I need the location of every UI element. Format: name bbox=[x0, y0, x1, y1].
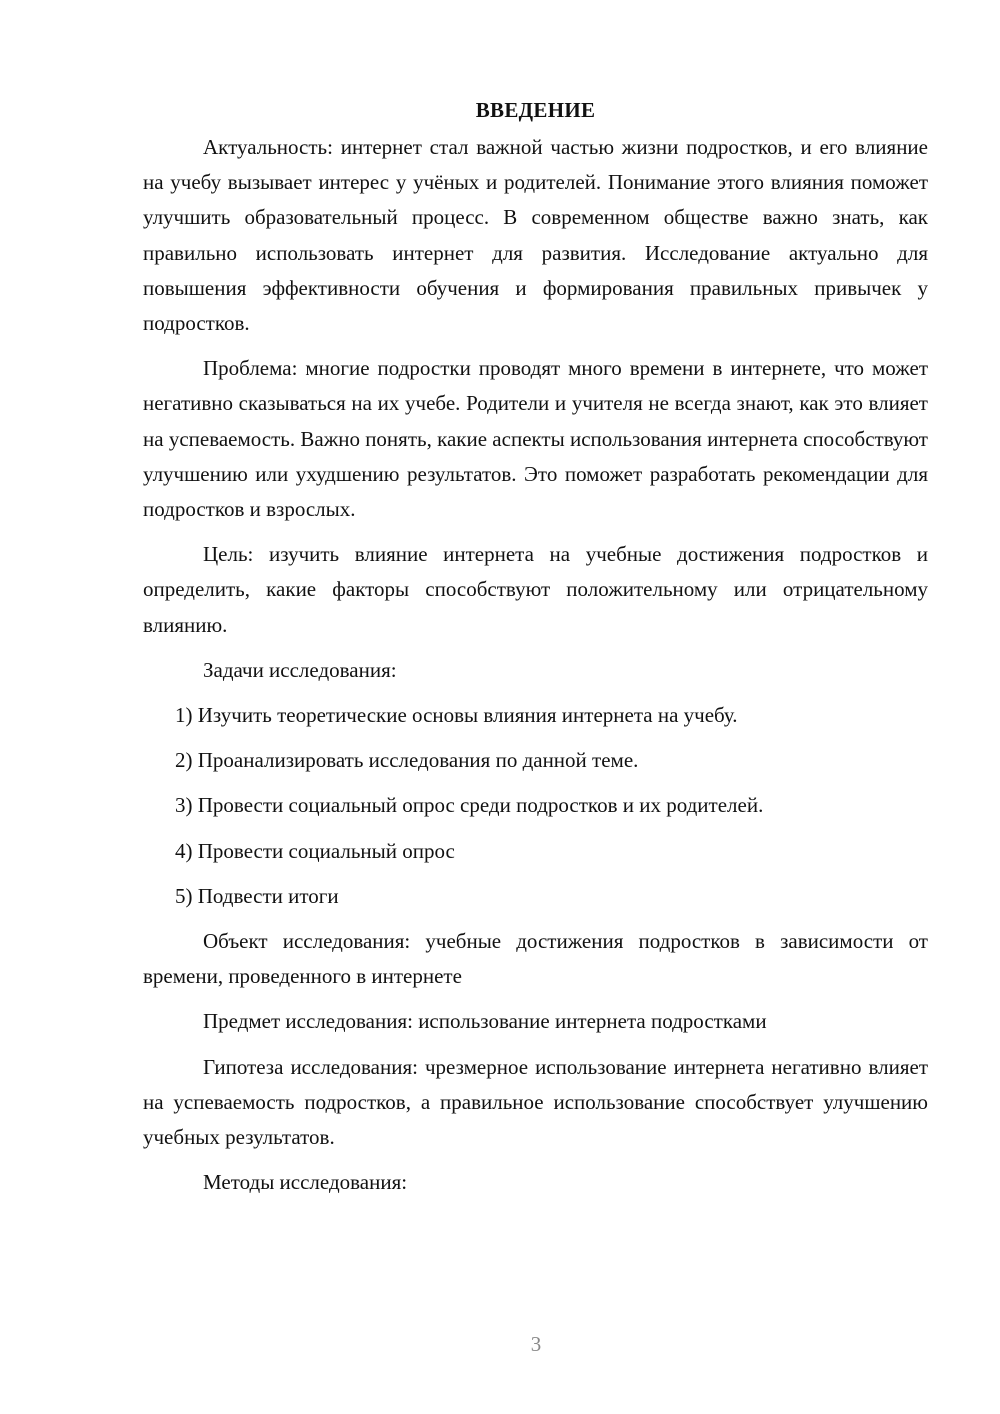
methods-heading: Методы исследования: bbox=[203, 1170, 408, 1195]
document-page bbox=[143, 92, 928, 1210]
task-item: 2) Проанализировать исследования по данной теме. bbox=[175, 748, 639, 773]
subject-paragraph: Предмет исследования: использование интернета подростками bbox=[203, 1009, 767, 1034]
section-heading: ВВЕДЕНИЕ bbox=[475, 98, 596, 122]
goal-paragraph: Цель: изучить влияние интернета на учебные достижения подростков и определить, какие факторы способствуют положительному или отрицательному влиянию. bbox=[143, 542, 928, 637]
hypothesis-paragraph: Гипотеза исследования: чрезмерное использование интернета негативно влияет на успеваемость подростков, а правильное использование способствует улучшению учебных результатов. bbox=[143, 1054, 928, 1150]
tasks-heading: Задачи исследования: bbox=[203, 657, 397, 682]
task-item: 4) Провести социальный опрос bbox=[175, 838, 455, 863]
object-paragraph: Объект исследования: учебные достижения подростков в зависимости от времени, проведенного в интернете bbox=[143, 929, 928, 989]
problem-paragraph: Проблема: многие подростки проводят много времени в интернете, что может негативно сказываться на их учебе. Родители и учителя не всегда знают, как это влияет на успеваемость. Важно понять, какие аспекты использования интернета способствуют улучшению или ухудшению результатов. Это поможет разработать рекомендации для подростков и взрослых. bbox=[143, 356, 928, 522]
task-item: 5) Подвести итоги bbox=[175, 883, 339, 908]
task-item: 1) Изучить теоретические основы влияния интернета на учебу. bbox=[175, 703, 738, 728]
page-number: 3 bbox=[530, 1332, 542, 1356]
relevance-paragraph: Актуальность: интернет стал важной частью жизни подростков, и его влияние на учебу вызывает интерес у учёных и родителей. Понимание этого влияния поможет улучшить образовательный процесс. В современном обществе важно знать, как правильно использовать интернет для развития. Исследование актуально для повышения эффективности обучения и формирования правильных привычек у подростков. bbox=[143, 135, 928, 336]
task-item: 3) Провести социальный опрос среди подростков и их родителей. bbox=[175, 793, 764, 818]
